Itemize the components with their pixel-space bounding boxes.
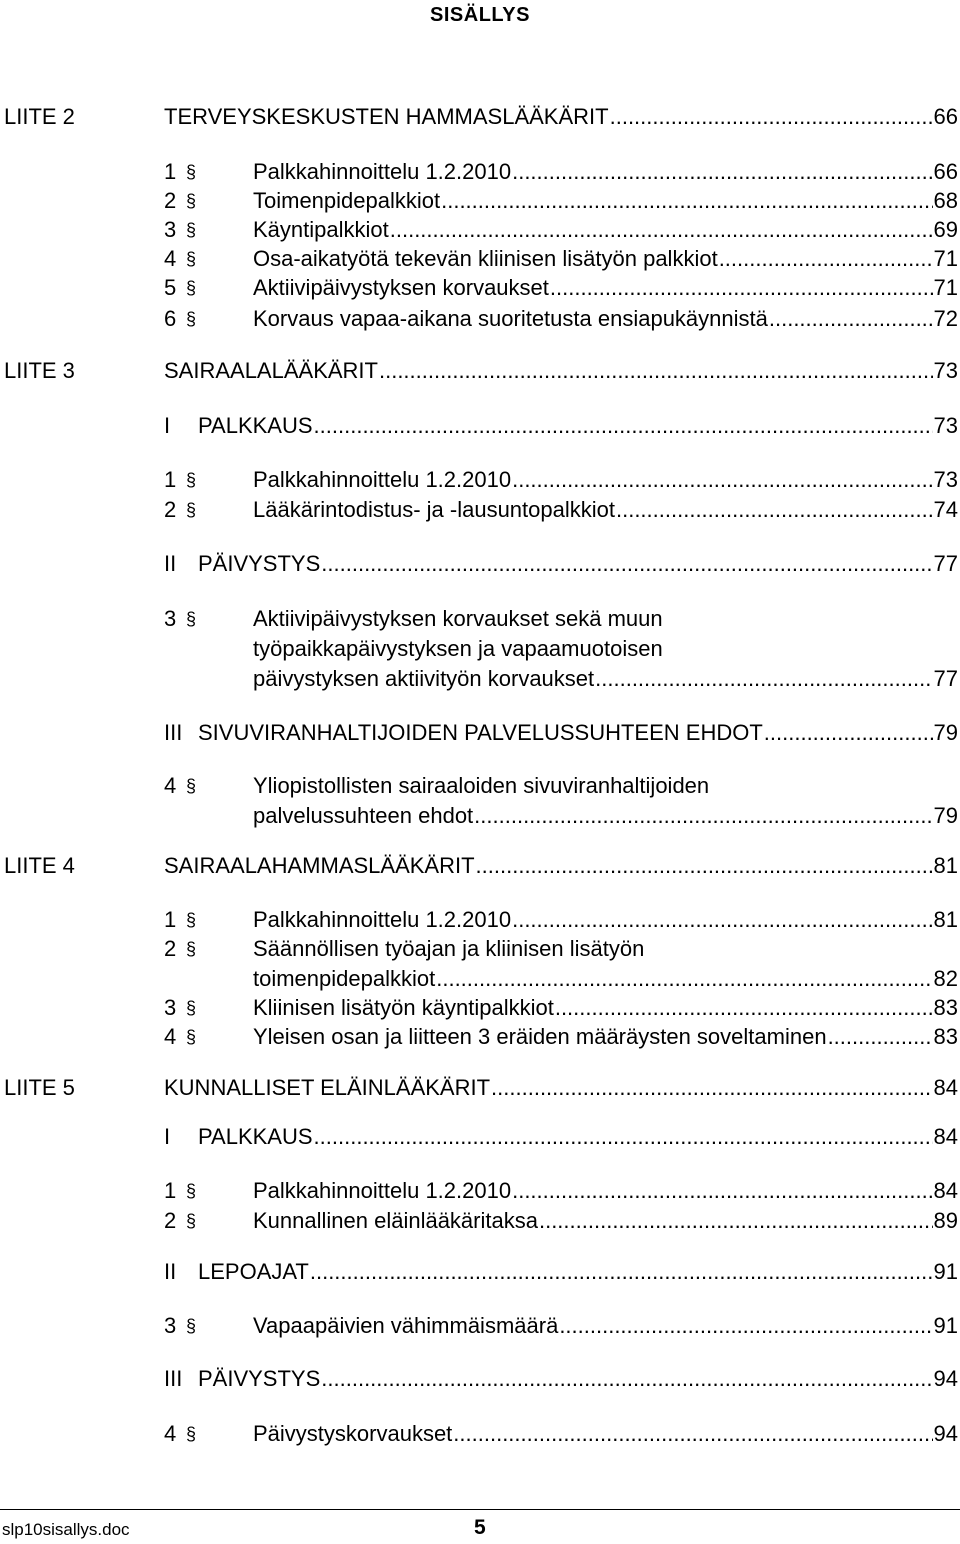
toc-entry [253, 273, 958, 303]
section-sign: § [186, 609, 197, 629]
toc-entry [198, 1122, 958, 1152]
toc-entry-title: päivystyksen aktiivityön korvaukset [253, 666, 595, 691]
section-sign: § [186, 500, 197, 520]
toc-entry-title: Käyntipalkkiot [253, 217, 389, 242]
section-sign: § [186, 309, 197, 329]
section-number: 2 [164, 497, 177, 522]
toc-entry [253, 1206, 958, 1236]
dot-leader [616, 495, 933, 525]
appendix-label: LIITE 2 [4, 104, 75, 129]
section-number: 6 [164, 306, 177, 331]
toc-entry-title: PÄIVYSTYS [198, 1366, 321, 1391]
dot-leader [610, 102, 933, 132]
toc-page-number: 79 [933, 720, 958, 745]
toc-entry [198, 411, 958, 441]
toc-entry-title: Toimenpidepalkkiot [253, 188, 441, 213]
part-numeral: II [164, 551, 177, 576]
part-numeral: III [164, 720, 183, 745]
section-sign: § [186, 249, 197, 269]
toc-entry-line: Yliopistollisten sairaaloiden sivuviranhaltijoiden [253, 773, 710, 798]
appendix-label: LIITE 4 [4, 853, 75, 878]
toc-entry [164, 102, 958, 132]
toc-entry-title: Osa-aikatyötä tekevän kliinisen lisätyön palkkiot [253, 246, 718, 271]
toc-page-number: 66 [933, 159, 958, 184]
toc-page-number: 84 [933, 1178, 958, 1203]
section-sign: § [186, 1027, 197, 1047]
section-number: 5 [164, 275, 177, 300]
dot-leader [512, 1176, 932, 1206]
toc-page-number: 74 [933, 497, 958, 522]
section-number: 1 [164, 907, 177, 932]
footer-divider [0, 1509, 960, 1510]
toc-entry [253, 157, 958, 187]
dot-leader [379, 356, 933, 386]
section-number: 4 [164, 1421, 177, 1446]
appendix-label: LIITE 3 [4, 358, 75, 383]
toc-entry-line: työpaikkapäivystyksen ja vapaamuotoisen [253, 636, 663, 661]
toc-entry [253, 304, 958, 334]
section-number: 3 [164, 606, 177, 631]
dot-leader [719, 244, 933, 274]
section-number: 3 [164, 995, 177, 1020]
toc-page-number: 73 [933, 413, 958, 438]
dot-leader [474, 801, 932, 831]
dot-leader [491, 1073, 932, 1103]
dot-leader [828, 1022, 933, 1052]
toc-entry-title: Lääkärintodistus- ja -lausuntopalkkiot [253, 497, 615, 522]
dot-leader [321, 549, 932, 579]
toc-entry-title: Palkkahinnoittelu 1.2.2010 [253, 467, 512, 492]
dot-leader [441, 186, 932, 216]
toc-entry [253, 801, 958, 831]
toc-page-number: 81 [933, 907, 958, 932]
toc-entry-title: Palkkahinnoittelu 1.2.2010 [253, 1178, 512, 1203]
part-numeral: I [164, 413, 171, 438]
toc-page-number: 94 [933, 1366, 958, 1391]
section-sign: § [186, 470, 197, 490]
toc-page-number: 83 [933, 995, 958, 1020]
toc-entry [253, 664, 958, 694]
toc-entry-title: palvelussuhteen ehdot [253, 803, 474, 828]
page-footer [0, 1514, 960, 1544]
section-number: 1 [164, 467, 177, 492]
section-sign: § [186, 910, 197, 930]
dot-leader [764, 718, 933, 748]
toc-entry [164, 1073, 958, 1103]
toc-page-number: 72 [933, 306, 958, 331]
toc-entry [164, 356, 958, 386]
section-number: 1 [164, 159, 177, 184]
section-sign: § [186, 191, 197, 211]
section-sign: § [186, 939, 197, 959]
toc-entry-title: Yleisen osan ja liitteen 3 eräiden määräysten soveltaminen [253, 1024, 827, 1049]
footer-page-number: 5 [474, 1516, 486, 1539]
footer-filename: slp10sisallys.doc [2, 1520, 130, 1539]
section-sign: § [186, 278, 197, 298]
dot-leader [453, 1419, 932, 1449]
dot-leader [321, 1364, 932, 1394]
toc-entry-title: TERVEYSKESKUSTEN HAMMASLÄÄKÄRIT [164, 104, 609, 129]
toc-entry-title: Vapaapäivien vähimmäismäärä [253, 1313, 559, 1338]
toc-entry-title: Päivystyskorvaukset [253, 1421, 453, 1446]
toc-page-number: 77 [933, 551, 958, 576]
toc-entry [198, 1257, 958, 1287]
toc-page-number: 82 [933, 966, 958, 991]
dot-leader [550, 273, 933, 303]
toc-entry-title: KUNNALLISET ELÄINLÄÄKÄRIT [164, 1075, 491, 1100]
toc-page-number: 91 [933, 1259, 958, 1284]
dot-leader [595, 664, 932, 694]
section-number: 1 [164, 1178, 177, 1203]
dot-leader [512, 465, 932, 495]
toc-entry [253, 1176, 958, 1206]
dot-leader [559, 1311, 932, 1341]
part-numeral: II [164, 1259, 177, 1284]
dot-leader [314, 411, 933, 441]
dot-leader [512, 157, 932, 187]
dot-leader [555, 993, 933, 1023]
toc-entry-title: PÄIVYSTYS [198, 551, 321, 576]
toc-entry [253, 993, 958, 1023]
toc-page-number: 71 [933, 275, 958, 300]
section-sign: § [186, 1211, 197, 1231]
dot-leader [476, 851, 933, 881]
toc-entry-title: Palkkahinnoittelu 1.2.2010 [253, 907, 512, 932]
dot-leader [539, 1206, 933, 1236]
toc-entry [253, 905, 958, 935]
toc-entry-title: Palkkahinnoittelu 1.2.2010 [253, 159, 512, 184]
toc-page-number: 84 [933, 1124, 958, 1149]
toc-page-number: 69 [933, 217, 958, 242]
dot-leader [390, 215, 933, 245]
toc-page-number: 91 [933, 1313, 958, 1338]
part-numeral: I [164, 1124, 171, 1149]
toc-page-number: 81 [933, 853, 958, 878]
section-sign: § [186, 1424, 197, 1444]
section-sign: § [186, 1181, 197, 1201]
toc-page-number: 68 [933, 188, 958, 213]
section-sign: § [186, 1316, 197, 1336]
section-number: 4 [164, 773, 177, 798]
dot-leader [769, 304, 933, 334]
dot-leader [314, 1122, 933, 1152]
appendix-label: LIITE 5 [4, 1075, 75, 1100]
toc-entry [253, 215, 958, 245]
toc-page-number: 84 [933, 1075, 958, 1100]
section-sign: § [186, 162, 197, 182]
dot-leader [436, 964, 932, 994]
toc-entry [198, 1364, 958, 1394]
toc-entry [253, 244, 958, 274]
toc-entry-title: PALKKAUS [198, 413, 313, 438]
toc-entry [253, 1311, 958, 1341]
toc-page-number: 77 [933, 666, 958, 691]
toc-page-number: 73 [933, 467, 958, 492]
section-number: 2 [164, 1208, 177, 1233]
page-title: SISÄLLYS [430, 4, 530, 26]
dot-leader [512, 905, 932, 935]
toc-page-number: 73 [933, 358, 958, 383]
toc-entry-title: SAIRAALALÄÄKÄRIT [164, 358, 378, 383]
section-sign: § [186, 220, 197, 240]
toc-entry-line: Säännöllisen työajan ja kliinisen lisätyön [253, 936, 645, 961]
toc-entry [253, 495, 958, 525]
toc-entry [253, 465, 958, 495]
toc-entry-line: Aktiivipäivystyksen korvaukset sekä muun [253, 606, 663, 631]
part-numeral: III [164, 1366, 183, 1391]
toc-page-number: 83 [933, 1024, 958, 1049]
toc-entry [253, 1419, 958, 1449]
section-number: 2 [164, 188, 177, 213]
toc-entry [198, 549, 958, 579]
section-number: 4 [164, 246, 177, 271]
toc-entry [253, 964, 958, 994]
section-sign: § [186, 998, 197, 1018]
toc-entry-title: Kliinisen lisätyön käyntipalkkiot [253, 995, 554, 1020]
toc-page-number: 79 [933, 803, 958, 828]
toc-entry-title: toimenpidepalkkiot [253, 966, 436, 991]
dot-leader [310, 1257, 933, 1287]
toc-page-number: 89 [933, 1208, 958, 1233]
section-sign: § [186, 776, 197, 796]
toc-entry-title: PALKKAUS [198, 1124, 313, 1149]
toc-entry [198, 718, 958, 748]
toc-entry-title: Kunnallinen eläinlääkäritaksa [253, 1208, 538, 1233]
toc-page-number: 94 [933, 1421, 958, 1446]
toc-page-number: 71 [933, 246, 958, 271]
section-number: 3 [164, 217, 177, 242]
toc-page-number: 66 [933, 104, 958, 129]
toc-entry-title: SIVUVIRANHALTIJOIDEN PALVELUSSUHTEEN EHDOT [198, 720, 763, 745]
toc-entry [253, 186, 958, 216]
toc-entry-title: SAIRAALAHAMMASLÄÄKÄRIT [164, 853, 475, 878]
toc-entry [164, 851, 958, 881]
section-number: 4 [164, 1024, 177, 1049]
toc-entry-title: LEPOAJAT [198, 1259, 309, 1284]
toc-entry-title: Aktiivipäivystyksen korvaukset [253, 275, 549, 300]
section-number: 3 [164, 1313, 177, 1338]
section-number: 2 [164, 936, 177, 961]
toc-entry [253, 1022, 958, 1052]
toc-entry-title: Korvaus vapaa-aikana suoritetusta ensiapukäynnistä [253, 306, 768, 331]
